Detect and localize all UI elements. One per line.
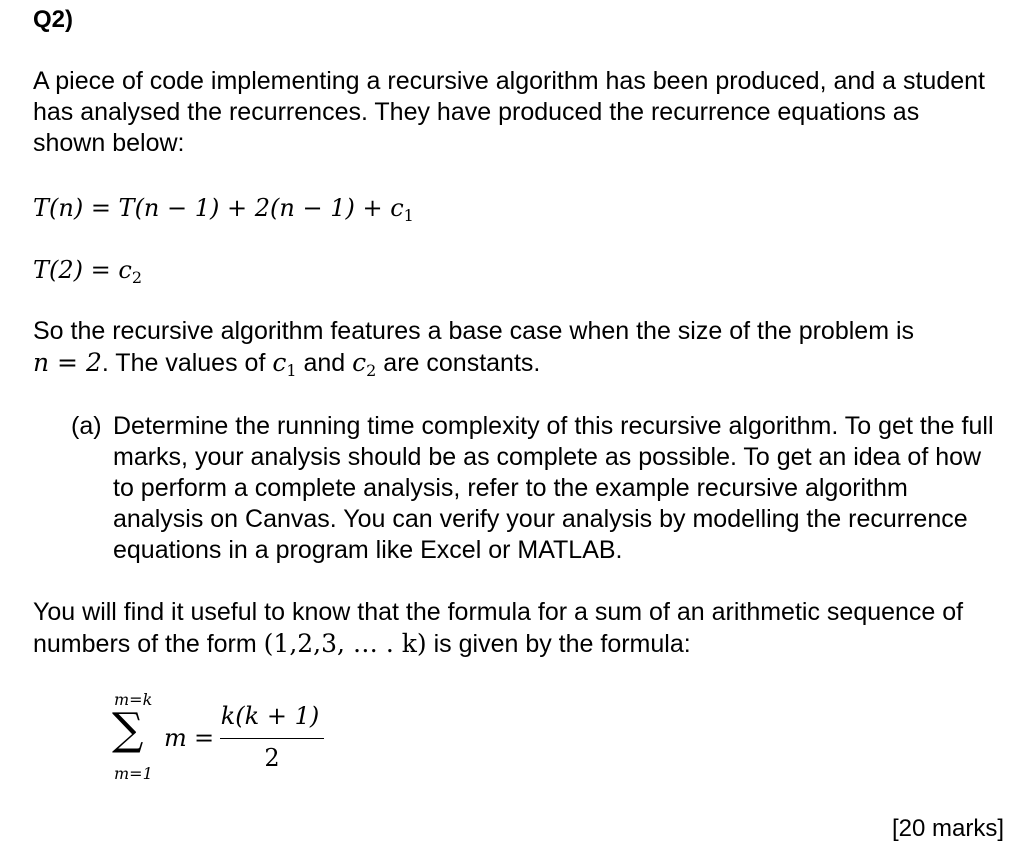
sigma-symbol: ∑	[112, 704, 144, 755]
base-case-n-equals: n = 2	[33, 348, 102, 377]
summation-formula	[112, 688, 352, 788]
sum-lower-limit: m=1	[114, 764, 153, 783]
hint-text-2: is given by the formula:	[426, 630, 691, 658]
base-case-text-3: and	[296, 349, 353, 377]
part-a-label: (a)	[71, 412, 102, 440]
marks-label: [20 marks]	[891, 815, 1004, 842]
fraction-denominator: 2	[264, 744, 280, 772]
base-case-text-2: . The values of	[101, 349, 273, 377]
sequence-expression: (1,2,3, … . k)	[263, 629, 427, 658]
constant-c1-sub: 1	[286, 361, 297, 380]
sum-term: m	[164, 724, 187, 752]
eq2-expression: T(2) = c	[33, 256, 132, 284]
base-case-text-1: So the recursive algorithm features a base case when the size of the problem is	[33, 317, 915, 345]
recurrence-equation-1	[33, 194, 414, 225]
base-case-text-4: are constants.	[376, 349, 541, 377]
constant-c2: c	[352, 348, 367, 377]
hint-paragraph	[33, 597, 993, 660]
fraction-numerator: k(k + 1)	[220, 702, 320, 730]
question-heading: Q2)	[33, 6, 74, 33]
base-case-paragraph	[33, 316, 993, 379]
eq1-expression: T(n) = T(n − 1) + 2(n − 1) + c	[33, 194, 404, 222]
sum-upper-limit: m=k	[114, 690, 153, 709]
recurrence-equation-2	[33, 256, 142, 287]
intro-paragraph: A piece of code implementing a recursive algorithm has been produced, and a student has analysed the recurrences. They have produced the recurrence equations as shown below:	[33, 67, 985, 157]
constant-c2-sub: 2	[366, 361, 377, 380]
fraction-bar	[220, 738, 324, 739]
part-a-text: Determine the running time complexity of this recursive algorithm. To get the full marks, your analysis should be as complete as possible. To get an idea of how to perform a complete analysis, refer to the example recursive algorithm analysis on Canvas. You can verify your analysis by modelling the recurrence equations in a program like Excel or MATLAB.	[113, 412, 994, 564]
eq1-subscript: 1	[403, 206, 414, 225]
constant-c1: c	[272, 348, 287, 377]
hint-text-1: You will find it useful to know that the formula for a sum of an arithmetic sequence of numbers of the form	[33, 598, 964, 658]
sum-equals: =	[194, 724, 215, 752]
eq2-subscript: 2	[131, 268, 142, 287]
part-a	[71, 411, 1001, 566]
